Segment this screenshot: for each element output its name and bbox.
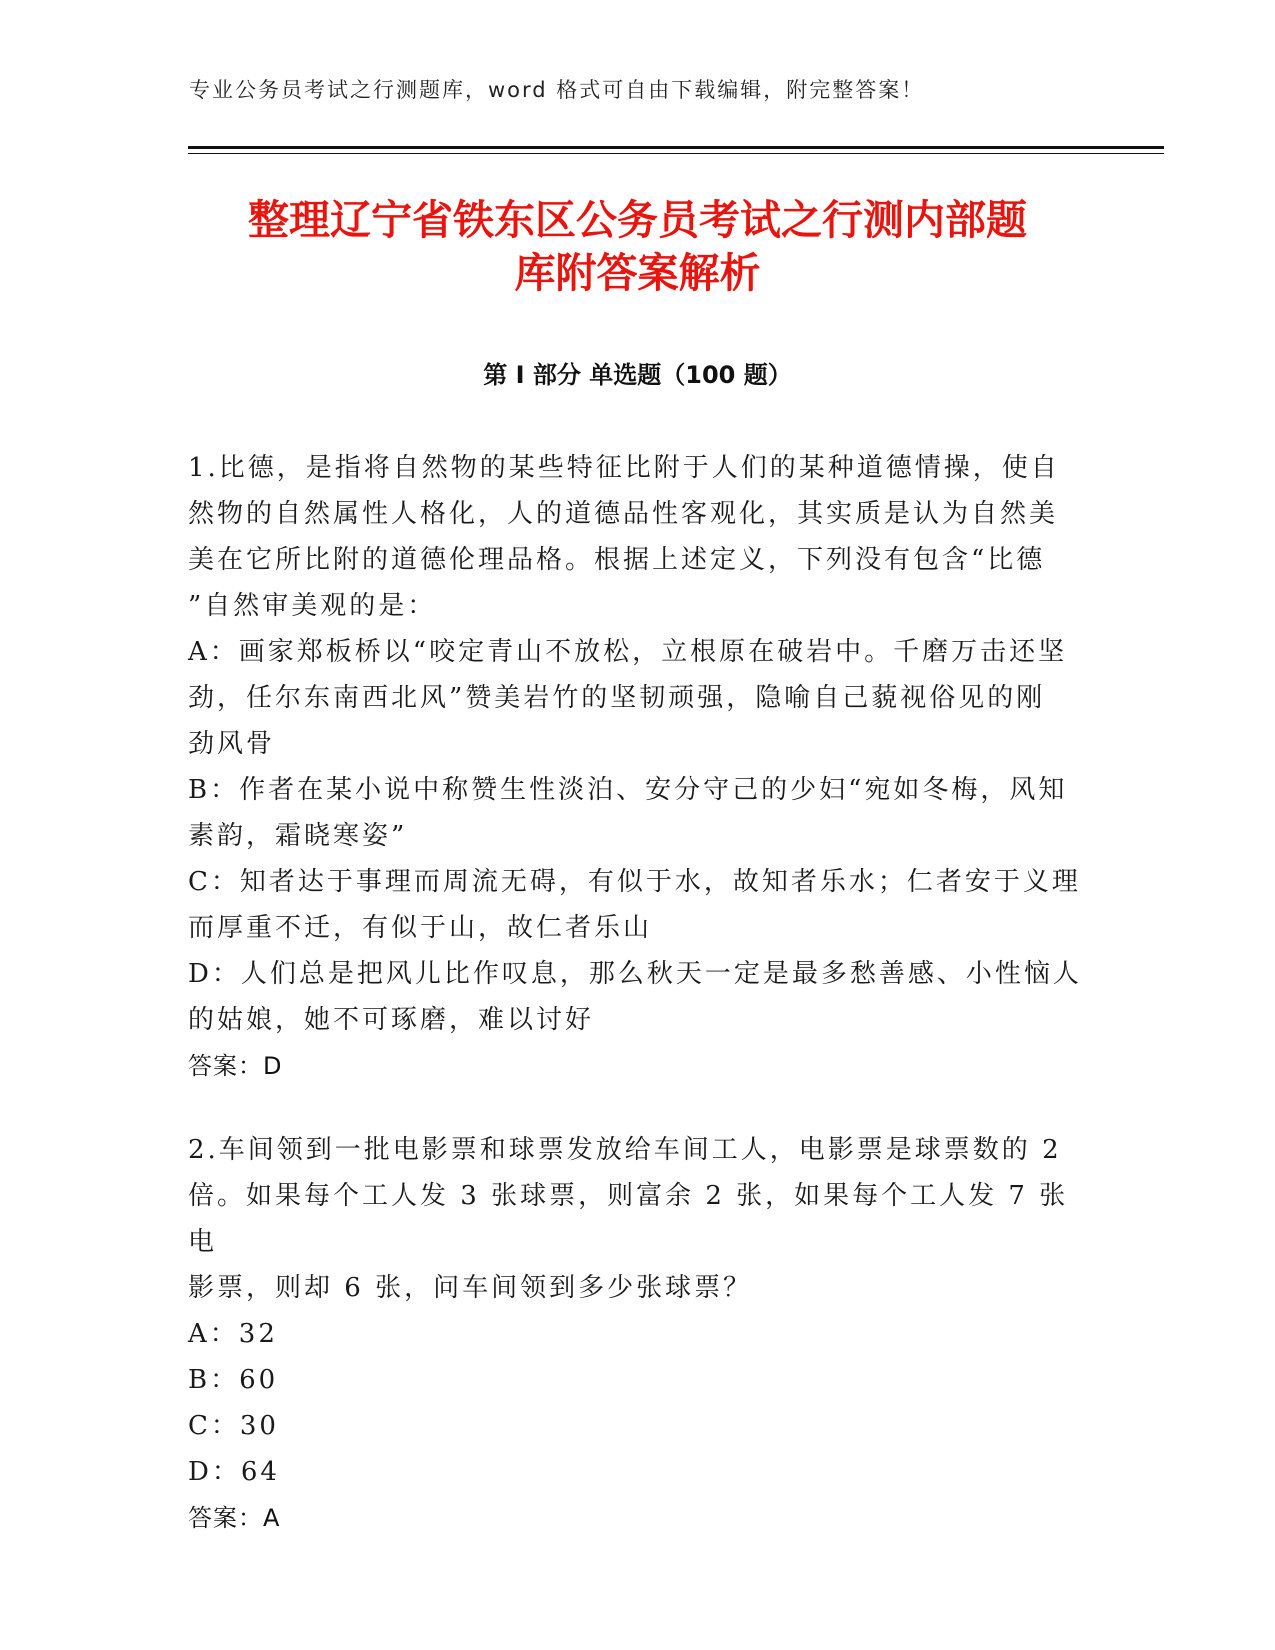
question-stem-line: ”自然审美观的是： xyxy=(188,591,437,621)
document-title-line-2: 库附答案解析 xyxy=(514,249,761,297)
answer-line: 答案：A xyxy=(188,1504,281,1532)
question-2 xyxy=(188,1127,1088,1541)
option-b-line: B：作者在某小说中称赞生性淡泊、安分守己的少妇“宛如冬梅，风知 xyxy=(188,775,1068,805)
option-d-line: D：64 xyxy=(188,1457,280,1487)
question-stem-line: 影票，则却 6 张，问车间领到多少张球票？ xyxy=(188,1273,753,1303)
page-header: 专业公务员考试之行测题库，word 格式可自由下载编辑，附完整答案！ xyxy=(189,78,925,102)
question-1 xyxy=(188,445,1088,1089)
document-title-line-1: 整理辽宁省铁东区公务员考试之行测内部题 xyxy=(248,196,1027,244)
question-list xyxy=(188,445,1088,1579)
document-title xyxy=(188,194,1087,300)
option-c-line: C：30 xyxy=(188,1411,279,1441)
option-d-line: 的姑娘，她不可琢磨，难以讨好 xyxy=(188,1005,595,1035)
option-a-line: A：32 xyxy=(188,1319,278,1349)
question-stem-line: 1.比德，是指将自然物的某些特征比附于人们的某种道德情操，使自 xyxy=(188,453,1060,483)
option-d-line: D：人们总是把风儿比作叹息，那么秋天一定是最多愁善感、小性恼人 xyxy=(188,959,1082,989)
option-a-line: A：画家郑板桥以“咬定青山不放松，立根原在破岩中。千磨万击还坚 xyxy=(188,637,1068,667)
option-a-line: 劲风骨 xyxy=(188,729,276,759)
question-stem-line: 然物的自然属性人格化，人的道德品性客观化，其实质是认为自然美 xyxy=(188,499,1059,529)
option-c-line: 而厚重不迁，有似于山，故仁者乐山 xyxy=(188,913,653,943)
option-a-line: 劲，任尔东南西北风”赞美岩竹的坚韧顽强，隐喻自己藐视俗见的刚 xyxy=(188,683,1046,713)
header-rule-thick xyxy=(188,146,1164,149)
answer-line: 答案：D xyxy=(188,1052,283,1080)
question-stem-line: 倍。如果每个工人发 3 张球票，则富余 2 张，如果每个工人发 7 张电 xyxy=(188,1181,1069,1257)
section-title: 第 I 部分 单选题（100 题） xyxy=(483,361,792,389)
option-c-line: C：知者达于事理而周流无碍，有似于水，故知者乐水；仁者安于义理 xyxy=(188,867,1081,897)
option-b-line: 素韵，霜晓寒姿” xyxy=(188,821,408,851)
option-b-line: B：60 xyxy=(188,1365,279,1395)
header-rule-thin xyxy=(188,153,1164,154)
question-stem-line: 2.车间领到一批电影票和球票发放给车间工人，电影票是球票数的 2 xyxy=(188,1135,1062,1165)
question-stem-line: 美在它所比附的道德伦理品格。根据上述定义，下列没有包含“比德 xyxy=(188,545,1046,575)
